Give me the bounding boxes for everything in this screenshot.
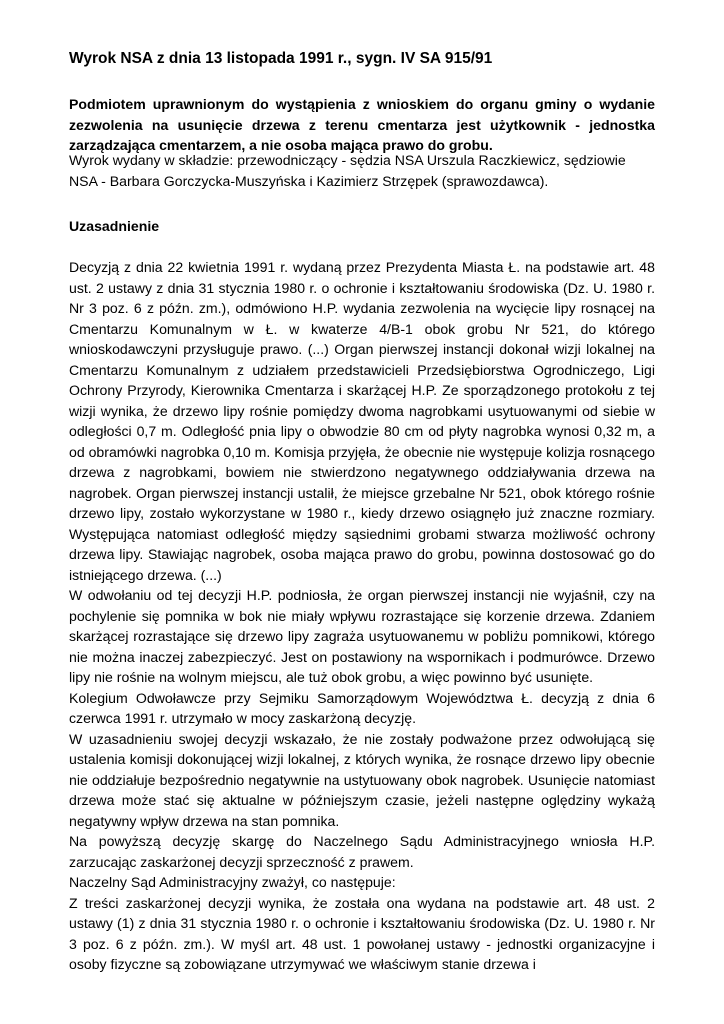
body-paragraph: Naczelny Sąd Administracyjny zważył, co następuje: <box>69 874 396 890</box>
body-paragraph: Z treści zaskarżonej decyzji wynika, że została ona wydana na podstawie art. 48 ust. 2 ustawy (1) z dnia 31 stycznia 1980 r. o ochronie i kształtowaniu środowiska (Dz. U. 1980 r. Nr 3 poz. 6 z późn. zm.). W myśl art. 48 ust. 1 powołanej ustawy - jednostki organizacyjne i osoby fizyczne są zobowiązane utrzymywać we właściwym stanie drzewa i <box>69 894 655 972</box>
justification-heading: Uzasadnienie <box>69 218 160 234</box>
thesis-paragraph: Podmiotem uprawnionym do wystąpienia z wnioskiem do organu gminy o wydanie zezwolenia na usunięcie drzewa z terenu cmentarza jest użytkownik - jednostka zarządzająca cmentarzem, a nie osoba mająca prawo do grobu. <box>69 96 655 153</box>
court-composition <box>69 150 655 191</box>
body-paragraph: Kolegium Odwoławcze przy Sejmiku Samorządowym Województwa Ł. decyzją z dnia 6 czerwca 1991 r. utrzymało w mocy zaskarżoną decyzję. <box>69 689 655 726</box>
body-paragraph: W odwołaniu od tej decyzji H.P. podniosła, że organ pierwszej instancji nie wyjaśnił, czy na pochylenie się pomnika w bok nie miały wpływu rozrastające się korzenie drzewa. Zdaniem skarżącej rozrastające się drzewo lipy zagraża usytuowanemu w pobliżu pomnikowi, którego nie można inaczej zabezpieczyć. Jest on postawiony na wspornikach i podmurówce. Drzewo lipy nie rośnie na wolnym miejscu, ale tuż obok grobu, a więc powinno być usunięte. <box>69 587 655 685</box>
court-composition-text: Wyrok wydany w składzie: przewodniczący - sędzia NSA Urszula Raczkiewicz, sędziowie NSA - Barbara Gorczycka-Muszyńska i Kazimierz Strzępek (sprawozdawca). <box>69 152 626 189</box>
body-paragraph: Na powyższą decyzję skargę do Naczelnego Sądu Administracyjnego wniosła H.P. zarzucając zaskarżonej decyzji sprzeczność z prawem. <box>69 833 655 870</box>
document-title: Wyrok NSA z dnia 13 listopada 1991 r., sygn. IV SA 915/91 <box>69 50 493 67</box>
justification-body <box>69 257 655 975</box>
body-paragraph: Decyzją z dnia 22 kwietnia 1991 r. wydaną przez Prezydenta Miasta Ł. na podstawie art. 48 ust. 2 ustawy z dnia 31 stycznia 1980 r. o ochronie i kształtowaniu środowiska (Dz. U. 1980 r. Nr 3 poz. 6 z późn. zm.), odmówiono H.P. wydania zezwolenia na wycięcie lipy rosnącej na Cmentarzu Komunalnym w Ł. w kwaterze 4/B-1 obok grobu Nr 521, do którego wnioskodawczyni przysługuje prawo. (...) Organ pierwszej instancji dokonał wizji lokalnej na Cmentarzu Komunalnym z udziałem przedstawicieli Przedsiębiorstwa Ogrodniczego, Ligi Ochrony Przyrody, Kierownika Cmentarza i skarżącej H.P. Ze sporządzonego protokołu z tej wizji wynika, że drzewo lipy rośnie pomiędzy dwoma nagrobkami usytuowanymi od siebie w odległości 0,7 m. Odległość pnia lipy o obwodzie 80 cm od płyty nagrobka wynosi 0,32 m, a od obramówki nagrobka 0,10 m. Komisja przyjęła, że obecnie nie występuje kolizja rosnącego drzewa z nagrobkami, bowiem nie stwierdzono negatywnego oddziaływania drzewa na nagrobek. Organ pierwszej instancji ustalił, że miejsce grzebalne Nr 521, obok którego rośnie drzewo lipy, zostało wykorzystane w 1980 r., kiedy drzewo osiągnęło już znaczne rozmiary. Występująca natomiast odległość między sąsiednimi grobami stwarza możliwość ochrony drzewa lipy. Stawiając nagrobek, osoba mająca prawo do grobu, powinna dostosować go do istniejącego drzewa. (...) <box>69 259 655 583</box>
body-paragraph: W uzasadnieniu swojej decyzji wskazało, że nie zostały podważone przez odwołującą się ustalenia komisji dokonującej wizji lokalnej, z których wynika, że rosnące drzewo lipy obecnie nie oddziałuje bezpośrednio negatywnie na ustytuowany obok nagrobek. Usunięcie natomiast drzewa może stać się aktualne w późniejszym czasie, jeżeli następne oględziny wykażą negatywny wpływ drzewa na stan pomnika. <box>69 730 655 829</box>
